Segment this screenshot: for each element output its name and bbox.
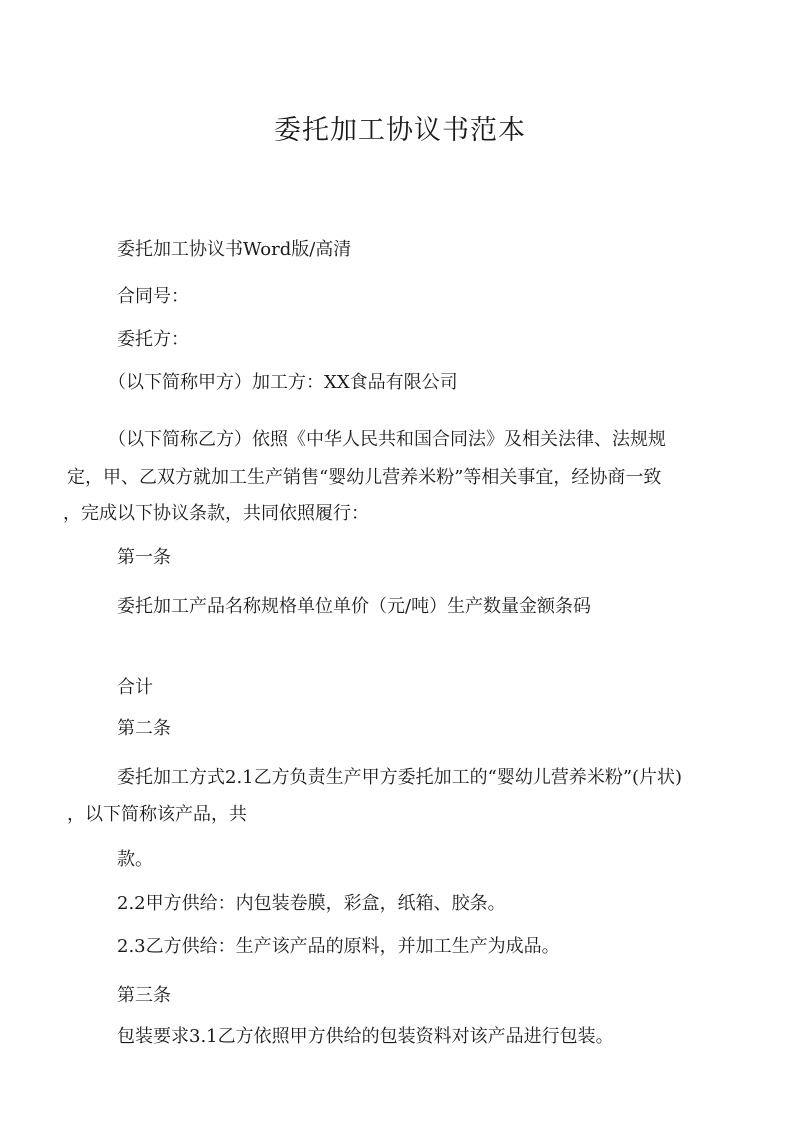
line-total: 合计 — [117, 677, 153, 698]
line-product-table-header: 委托加工产品名称规格单位单价（元/吨）生产数量金额条码 — [117, 596, 592, 617]
line-packaging-requirements: 包装要求3.1乙方依照甲方供给的包装资料对该产品进行包装。 — [117, 1026, 614, 1047]
line-preamble-3: ，完成以下协议条款，共同依照履行： — [63, 503, 369, 524]
line-clause-2-3: 2.3乙方供给：生产该产品的原料，并加工生产为成品。 — [117, 936, 560, 957]
line-preamble-1: （以下简称乙方）依照《中华人民共和国合同法》及相关法律、法规规 — [108, 429, 666, 450]
line-contract-number: 合同号： — [117, 286, 189, 307]
article-1-heading: 第一条 — [117, 547, 171, 568]
line-party-a-processor: （以下简称甲方）加工方：XX食品有限公司 — [108, 372, 458, 393]
line-clause-2-2: 2.2甲方供给：内包装卷膜，彩盒，纸箱、胶条。 — [117, 893, 506, 914]
line-preamble-2: 定，甲、乙双方就加工生产销售“婴幼儿营养米粉”等相关事宜，经协商一致 — [67, 467, 662, 488]
document-title: 委托加工协议书范本 — [274, 115, 526, 146]
line-entrusting-party: 委托方： — [117, 329, 189, 350]
line-processing-method-cont: ，以下简称该产品，共 — [67, 804, 247, 825]
article-2-heading: 第二条 — [117, 718, 171, 739]
line-processing-method: 委托加工方式2.1乙方负责生产甲方委托加工的“婴幼儿营养米粉”(片状) — [117, 767, 683, 788]
line-version: 委托加工协议书Word版/高清 — [117, 239, 352, 260]
article-3-heading: 第三条 — [117, 985, 171, 1006]
line-processing-method-end: 款。 — [117, 849, 153, 870]
